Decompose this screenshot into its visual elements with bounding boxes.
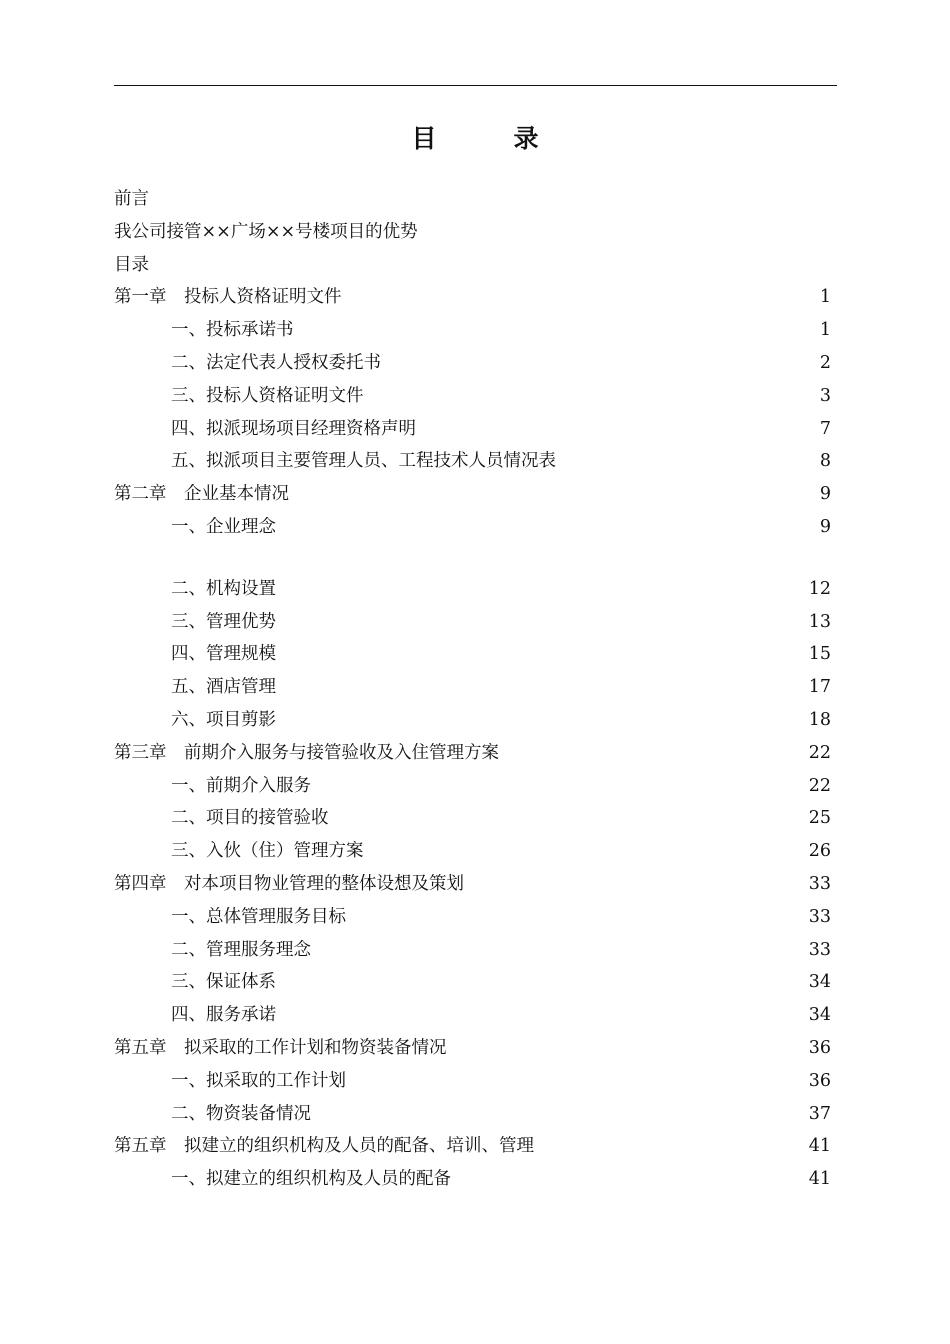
toc-entry-label: 第三章 前期介入服务与接管验收及入住管理方案: [114, 742, 499, 763]
toc-entry-page-number: 33: [808, 873, 831, 894]
toc-entry-page-number: 3: [819, 385, 831, 406]
toc-entry-label: 六、项目剪影: [171, 709, 276, 730]
toc-entry: [114, 770, 831, 803]
toc-entry-label: 二、管理服务理念: [171, 939, 311, 960]
toc-entry-label: 第一章 投标人资格证明文件: [114, 287, 342, 308]
toc-entry-label: 三、入伙（住）管理方案: [171, 841, 364, 862]
toc-entry: [114, 737, 831, 770]
toc-entry: [114, 704, 831, 737]
toc-entry-label: 三、保证体系: [171, 972, 276, 993]
toc-entry: [114, 573, 831, 606]
toc-entry-page-number: 34: [808, 972, 831, 993]
toc-entry: [114, 249, 831, 282]
toc-entry-label: 一、拟建立的组织机构及人员的配备: [171, 1169, 451, 1190]
toc-entry-label: 三、投标人资格证明文件: [171, 385, 364, 406]
toc-entry-label: 二、项目的接管验收: [171, 808, 329, 829]
toc-entry: [114, 183, 831, 216]
toc-entry-label: 一、投标承诺书: [171, 320, 294, 341]
toc-entry-page-number: 41: [808, 1169, 831, 1190]
toc-entry-page-number: 9: [819, 484, 831, 505]
toc-entry: [114, 281, 831, 314]
toc-entry: [114, 413, 831, 446]
toc-entry: [114, 835, 831, 868]
toc-entry-page-number: 1: [819, 320, 831, 341]
toc-entry-label: 二、法定代表人授权委托书: [171, 352, 381, 373]
page-title: 目 录: [411, 124, 565, 153]
toc-entry-label: 第二章 企业基本情况: [114, 484, 289, 505]
toc-entry: [114, 802, 831, 835]
toc-entry-page-number: 37: [808, 1103, 831, 1124]
toc-entry-page-number: 2: [819, 352, 831, 373]
toc-entry: [114, 671, 831, 704]
toc-entry-page-number: 15: [808, 644, 831, 665]
toc-entry-page-number: 25: [808, 808, 831, 829]
toc-entry: [114, 478, 831, 511]
toc-entry-label: 目录: [114, 254, 149, 275]
toc-entry-label: 四、管理规模: [171, 644, 276, 665]
toc-entry: [114, 901, 831, 934]
toc-entry: [114, 1065, 831, 1098]
toc-entry: [114, 511, 831, 544]
toc-entry-page-number: 8: [819, 451, 831, 472]
toc-entry-label: 一、总体管理服务目标: [171, 906, 346, 927]
table-of-contents: [114, 183, 831, 1196]
toc-entry: [114, 314, 831, 347]
toc-entry-label: 一、企业理念: [171, 516, 276, 537]
toc-entry: [114, 1130, 831, 1163]
toc-entry: [114, 606, 831, 639]
toc-entry-page-number: 7: [819, 418, 831, 439]
toc-entry: [114, 999, 831, 1032]
toc-entry: [114, 380, 831, 413]
toc-entry-page-number: 34: [808, 1005, 831, 1026]
toc-entry-page-number: 33: [808, 906, 831, 927]
toc-entry-label: 我公司接管××广场××号楼项目的优势: [114, 221, 418, 242]
toc-entry: [114, 638, 831, 671]
toc-entry-page-number: 36: [808, 1070, 831, 1091]
toc-entry-label: 第五章 拟建立的组织机构及人员的配备、培训、管理: [114, 1136, 534, 1157]
toc-entry-page-number: 22: [808, 775, 831, 796]
toc-entry-label: 一、拟采取的工作计划: [171, 1070, 346, 1091]
toc-entry-page-number: 33: [808, 939, 831, 960]
toc-entry: [114, 347, 831, 380]
toc-entry: [114, 966, 831, 999]
toc-entry-page-number: 9: [819, 516, 831, 537]
toc-entry-label: 第四章 对本项目物业管理的整体设想及策划: [114, 873, 464, 894]
toc-entry-page-number: 12: [808, 578, 831, 599]
toc-entry-label: 二、物资装备情况: [171, 1103, 311, 1124]
toc-entry-page-number: 41: [808, 1136, 831, 1157]
toc-entry: [114, 868, 831, 901]
toc-entry-page-number: 18: [808, 709, 831, 730]
toc-entry: [114, 216, 831, 249]
toc-entry-label: 一、前期介入服务: [171, 775, 311, 796]
toc-entry: [114, 1163, 831, 1196]
toc-entry-page-number: 17: [808, 677, 831, 698]
toc-entry-page-number: 26: [808, 841, 831, 862]
toc-entry-label: 五、拟派项目主要管理人员、工程技术人员情况表: [171, 451, 556, 472]
header-rule: [114, 85, 837, 86]
toc-entry-label: 前言: [114, 189, 149, 209]
toc-entry-label: 三、管理优势: [171, 611, 276, 632]
toc-entry: [114, 934, 831, 967]
toc-entry-page-number: 1: [819, 287, 831, 308]
toc-entry-page-number: 36: [808, 1037, 831, 1058]
toc-entry-label: 四、拟派现场项目经理资格声明: [171, 418, 416, 439]
toc-entry-label: 五、酒店管理: [171, 677, 276, 698]
toc-entry-page-number: 13: [808, 611, 831, 632]
toc-entry-label: 四、服务承诺: [171, 1005, 276, 1026]
toc-entry: [114, 544, 831, 573]
toc-entry: [114, 445, 831, 478]
toc-entry: [114, 1032, 831, 1065]
toc-entry-label: 第五章 拟采取的工作计划和物资装备情况: [114, 1037, 447, 1058]
toc-entry-page-number: 22: [808, 742, 831, 763]
toc-entry-label: 二、机构设置: [171, 578, 276, 599]
toc-entry: [114, 1098, 831, 1131]
